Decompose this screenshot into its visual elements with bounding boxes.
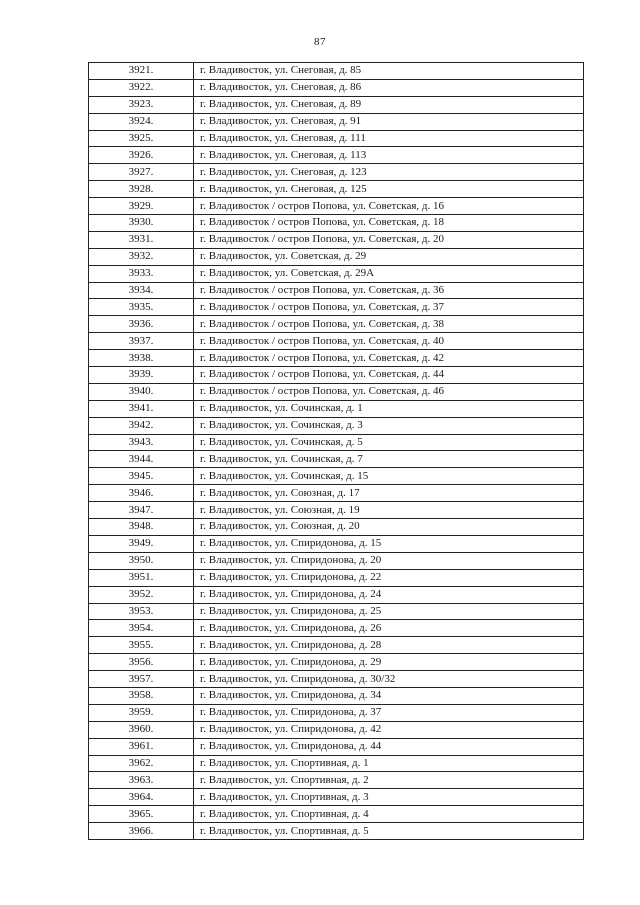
table-row	[89, 519, 584, 536]
address-cell: г. Владивосток, ул. Спиридонова, д. 28	[194, 637, 584, 654]
row-number-cell: 3944.	[89, 451, 194, 468]
address-cell: г. Владивосток, ул. Спиридонова, д. 37	[194, 704, 584, 721]
table-row	[89, 147, 584, 164]
table-row	[89, 383, 584, 400]
table-row	[89, 316, 584, 333]
row-number-cell: 3924.	[89, 113, 194, 130]
row-number-cell: 3960.	[89, 721, 194, 738]
row-number-cell: 3933.	[89, 265, 194, 282]
table-row	[89, 113, 584, 130]
table-row	[89, 451, 584, 468]
address-cell: г. Владивосток / остров Попова, ул. Советская, д. 20	[194, 231, 584, 248]
address-cell: г. Владивосток, ул. Снеговая, д. 91	[194, 113, 584, 130]
row-number-cell: 3945.	[89, 468, 194, 485]
address-cell: г. Владивосток, ул. Советская, д. 29	[194, 248, 584, 265]
address-cell: г. Владивосток, ул. Сочинская, д. 1	[194, 400, 584, 417]
row-number-cell: 3966.	[89, 823, 194, 840]
row-number-cell: 3941.	[89, 400, 194, 417]
table-row	[89, 215, 584, 232]
address-cell: г. Владивосток, ул. Спиридонова, д. 22	[194, 569, 584, 586]
table-row	[89, 620, 584, 637]
table-row	[89, 637, 584, 654]
row-number-cell: 3956.	[89, 654, 194, 671]
row-number-cell: 3961.	[89, 738, 194, 755]
address-cell: г. Владивосток, ул. Снеговая, д. 89	[194, 96, 584, 113]
row-number-cell: 3935.	[89, 299, 194, 316]
row-number-cell: 3940.	[89, 383, 194, 400]
table-row	[89, 63, 584, 80]
table-row	[89, 738, 584, 755]
address-cell: г. Владивосток / остров Попова, ул. Советская, д. 36	[194, 282, 584, 299]
table-row	[89, 181, 584, 198]
row-number-cell: 3922.	[89, 79, 194, 96]
address-cell: г. Владивосток / остров Попова, ул. Советская, д. 18	[194, 215, 584, 232]
row-number-cell: 3930.	[89, 215, 194, 232]
address-cell: г. Владивосток, ул. Спортивная, д. 5	[194, 823, 584, 840]
address-cell: г. Владивосток, ул. Советская, д. 29А	[194, 265, 584, 282]
address-cell: г. Владивосток / остров Попова, ул. Советская, д. 42	[194, 350, 584, 367]
table-row	[89, 130, 584, 147]
row-number-cell: 3925.	[89, 130, 194, 147]
address-table	[88, 62, 584, 840]
table-row	[89, 468, 584, 485]
row-number-cell: 3965.	[89, 806, 194, 823]
table-row	[89, 569, 584, 586]
row-number-cell: 3953.	[89, 603, 194, 620]
address-cell: г. Владивосток, ул. Спиридонова, д. 15	[194, 535, 584, 552]
address-cell: г. Владивосток, ул. Спиридонова, д. 34	[194, 687, 584, 704]
table-row	[89, 265, 584, 282]
table-row	[89, 789, 584, 806]
row-number-cell: 3952.	[89, 586, 194, 603]
address-cell: г. Владивосток, ул. Снеговая, д. 86	[194, 79, 584, 96]
table-row	[89, 350, 584, 367]
row-number-cell: 3946.	[89, 485, 194, 502]
row-number-cell: 3936.	[89, 316, 194, 333]
table-row	[89, 603, 584, 620]
table-row	[89, 198, 584, 215]
row-number-cell: 3938.	[89, 350, 194, 367]
table-row	[89, 823, 584, 840]
address-cell: г. Владивосток / остров Попова, ул. Советская, д. 38	[194, 316, 584, 333]
table-row	[89, 586, 584, 603]
address-cell: г. Владивосток, ул. Сочинская, д. 15	[194, 468, 584, 485]
address-cell: г. Владивосток, ул. Союзная, д. 19	[194, 502, 584, 519]
table-row	[89, 96, 584, 113]
table-row	[89, 687, 584, 704]
row-number-cell: 3950.	[89, 552, 194, 569]
address-cell: г. Владивосток / остров Попова, ул. Советская, д. 44	[194, 367, 584, 384]
table-row	[89, 282, 584, 299]
table-row	[89, 552, 584, 569]
table-row	[89, 535, 584, 552]
table-row	[89, 671, 584, 688]
address-cell: г. Владивосток / остров Попова, ул. Советская, д. 40	[194, 333, 584, 350]
table-row	[89, 485, 584, 502]
address-cell: г. Владивосток, ул. Спиридонова, д. 44	[194, 738, 584, 755]
address-cell: г. Владивосток / остров Попова, ул. Советская, д. 16	[194, 198, 584, 215]
table-row	[89, 806, 584, 823]
row-number-cell: 3923.	[89, 96, 194, 113]
table-row	[89, 704, 584, 721]
address-cell: г. Владивосток, ул. Снеговая, д. 125	[194, 181, 584, 198]
address-cell: г. Владивосток, ул. Спиридонова, д. 29	[194, 654, 584, 671]
table-row	[89, 248, 584, 265]
address-table-body	[89, 63, 584, 840]
address-cell: г. Владивосток, ул. Спортивная, д. 3	[194, 789, 584, 806]
row-number-cell: 3947.	[89, 502, 194, 519]
row-number-cell: 3951.	[89, 569, 194, 586]
table-row	[89, 231, 584, 248]
address-cell: г. Владивосток, ул. Спортивная, д. 4	[194, 806, 584, 823]
address-cell: г. Владивосток, ул. Снеговая, д. 113	[194, 147, 584, 164]
row-number-cell: 3949.	[89, 535, 194, 552]
address-cell: г. Владивосток, ул. Спиридонова, д. 20	[194, 552, 584, 569]
address-cell: г. Владивосток, ул. Спиридонова, д. 26	[194, 620, 584, 637]
row-number-cell: 3957.	[89, 671, 194, 688]
table-row	[89, 79, 584, 96]
address-cell: г. Владивосток, ул. Снеговая, д. 123	[194, 164, 584, 181]
row-number-cell: 3942.	[89, 417, 194, 434]
row-number-cell: 3954.	[89, 620, 194, 637]
address-cell: г. Владивосток, ул. Сочинская, д. 7	[194, 451, 584, 468]
table-row	[89, 299, 584, 316]
address-cell: г. Владивосток, ул. Снеговая, д. 111	[194, 130, 584, 147]
row-number-cell: 3937.	[89, 333, 194, 350]
row-number-cell: 3926.	[89, 147, 194, 164]
row-number-cell: 3921.	[89, 63, 194, 80]
table-row	[89, 164, 584, 181]
row-number-cell: 3958.	[89, 687, 194, 704]
address-cell: г. Владивосток, ул. Союзная, д. 17	[194, 485, 584, 502]
address-cell: г. Владивосток / остров Попова, ул. Советская, д. 37	[194, 299, 584, 316]
address-cell: г. Владивосток, ул. Сочинская, д. 3	[194, 417, 584, 434]
address-cell: г. Владивосток / остров Попова, ул. Советская, д. 46	[194, 383, 584, 400]
row-number-cell: 3964.	[89, 789, 194, 806]
page-number: 87	[314, 36, 326, 48]
row-number-cell: 3948.	[89, 519, 194, 536]
row-number-cell: 3963.	[89, 772, 194, 789]
table-row	[89, 434, 584, 451]
row-number-cell: 3939.	[89, 367, 194, 384]
address-cell: г. Владивосток, ул. Снеговая, д. 85	[194, 63, 584, 80]
row-number-cell: 3928.	[89, 181, 194, 198]
address-cell: г. Владивосток, ул. Союзная, д. 20	[194, 519, 584, 536]
table-row	[89, 654, 584, 671]
address-cell: г. Владивосток, ул. Спиридонова, д. 30/32	[194, 671, 584, 688]
table-row	[89, 333, 584, 350]
row-number-cell: 3955.	[89, 637, 194, 654]
address-cell: г. Владивосток, ул. Спиридонова, д. 25	[194, 603, 584, 620]
address-cell: г. Владивосток, ул. Спортивная, д. 2	[194, 772, 584, 789]
row-number-cell: 3959.	[89, 704, 194, 721]
table-row	[89, 755, 584, 772]
row-number-cell: 3943.	[89, 434, 194, 451]
table-row	[89, 721, 584, 738]
row-number-cell: 3934.	[89, 282, 194, 299]
address-cell: г. Владивосток, ул. Сочинская, д. 5	[194, 434, 584, 451]
table-row	[89, 502, 584, 519]
row-number-cell: 3927.	[89, 164, 194, 181]
table-row	[89, 417, 584, 434]
row-number-cell: 3932.	[89, 248, 194, 265]
address-cell: г. Владивосток, ул. Спиридонова, д. 42	[194, 721, 584, 738]
table-row	[89, 400, 584, 417]
row-number-cell: 3931.	[89, 231, 194, 248]
row-number-cell: 3962.	[89, 755, 194, 772]
address-cell: г. Владивосток, ул. Спортивная, д. 1	[194, 755, 584, 772]
address-cell: г. Владивосток, ул. Спиридонова, д. 24	[194, 586, 584, 603]
table-row	[89, 367, 584, 384]
table-row	[89, 772, 584, 789]
row-number-cell: 3929.	[89, 198, 194, 215]
